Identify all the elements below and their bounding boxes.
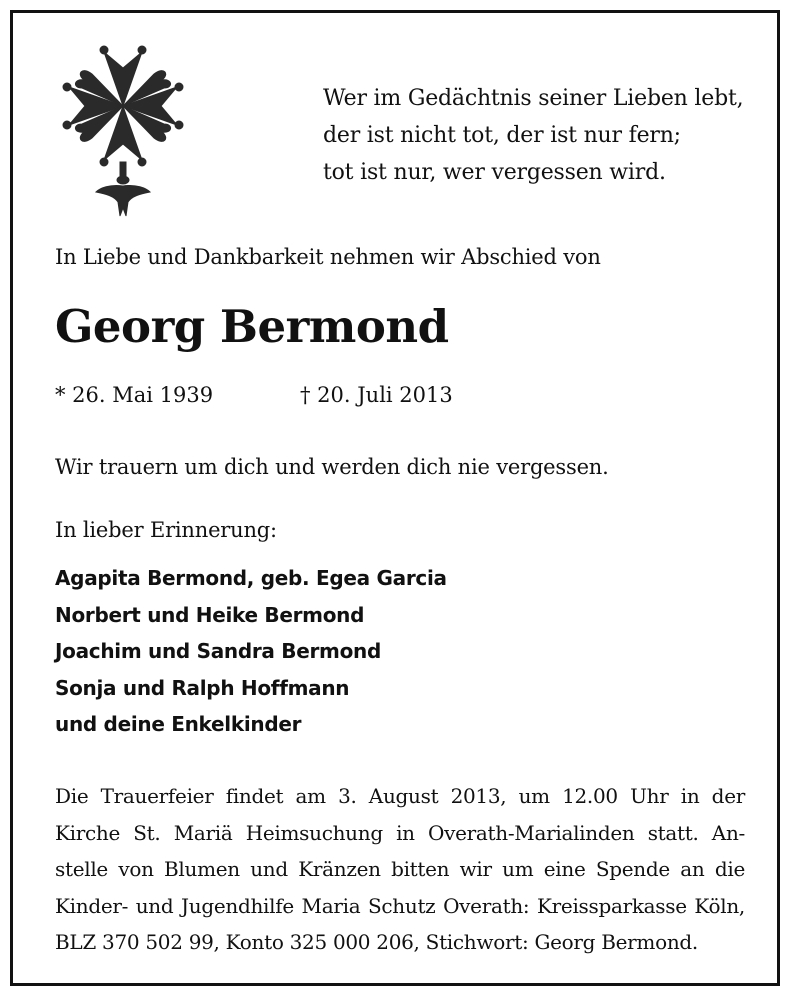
notice-line: Die Trauerfeier findet am 3. August 2013, um 12.00 Uhr in der (55, 784, 745, 808)
birth-date: * 26. Mai 1939 (55, 383, 214, 407)
huguenot-cross-icon (52, 44, 194, 224)
memory-heading: In lieber Erinnerung: (55, 518, 277, 542)
quote-line: der ist nicht tot, der ist nur fern; (323, 123, 681, 148)
life-dates (55, 383, 453, 407)
notice-line: Kirche St. Mariä Heimsuchung in Overath-Marialinden statt. An- (55, 820, 745, 845)
notice-line: BLZ 370 502 99, Konto 325 000 206, Stichwort: Georg Bermond. (55, 930, 698, 954)
mourner-name: Joachim und Sandra Bermond (55, 639, 381, 663)
quote-line: Wer im Gedächtnis seiner Lieben lebt, (323, 86, 744, 111)
quote-block (323, 80, 743, 191)
notice-line: stelle von Blumen und Kränzen bitten wir um eine Spende an die (55, 857, 745, 881)
mourner-name: Agapita Bermond, geb. Egea Garcia (55, 566, 447, 590)
mourner-name: Norbert und Heike Bermond (55, 602, 365, 627)
mourners-list (55, 560, 447, 743)
mourner-name: und deine Enkelkinder (55, 712, 302, 736)
mourner-name: Sonja und Ralph Hoffmann (55, 675, 350, 700)
intro-text: In Liebe und Dankbarkeit nehmen wir Abschied von (55, 245, 601, 269)
sorrow-text: Wir trauern um dich und werden dich nie vergessen. (55, 455, 609, 479)
deceased-name: Georg Bermond (55, 300, 449, 353)
notice-line: Kinder- und Jugendhilfe Maria Schutz Overath: Kreissparkasse Köln, (55, 893, 745, 918)
quote-line: tot ist nur, wer vergessen wird. (323, 160, 666, 185)
death-date: † 20. Juli 2013 (300, 383, 453, 407)
funeral-notice (55, 778, 745, 961)
